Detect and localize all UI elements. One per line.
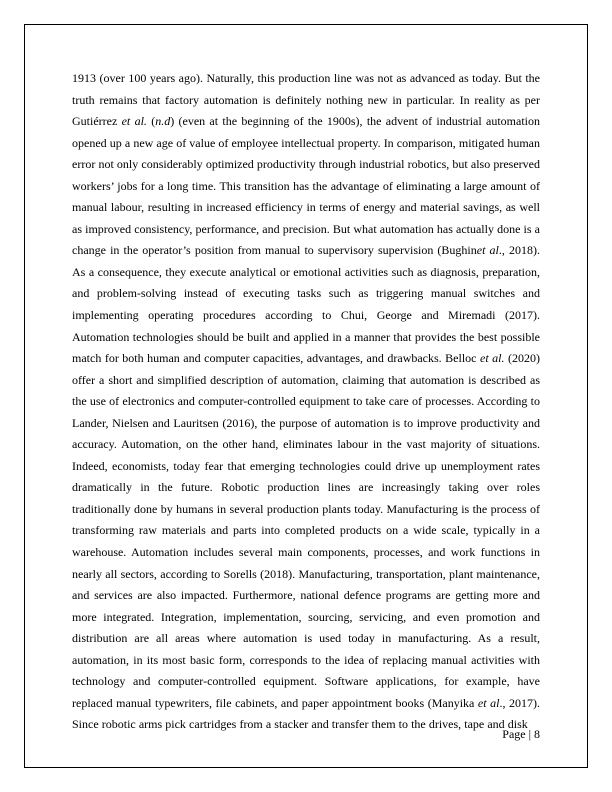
page-number: Page | 8 — [502, 727, 540, 741]
italic-citation: et al. — [480, 351, 505, 366]
italic-citation: et al. — [121, 114, 147, 129]
italic-citation: et al — [477, 695, 500, 710]
text-segment: ., 2018). As a consequence, they execute analytical or emotional activities such as diagnosis, preparation, and problem-solving instead of executing tasks such as triggering manual switches and implementing operating procedures according to Chui, George and Miremadi (2017). Automation technologies should be built and applied in a manner that provides the best possible match for both human and computer capacities, advantages, and drawbacks. Belloc — [72, 243, 540, 366]
text-segment: ( — [146, 114, 156, 129]
italic-citation: et al — [476, 243, 499, 258]
body-paragraph — [72, 68, 540, 736]
text-segment: 1913 (over 100 years ago). Naturally, this production line was not as advanced as today. But the truth remains that factory automation is definitely nothing new in particular. In reality as per Gutiérrez — [72, 71, 540, 129]
text-segment: ) (even at the beginning of the 1900s), the advent of industrial automation opened up a new age of value of employee intellectual property. In comparison, mitigated human error not only considerably optimized productivity through industrial robotics, but also preserved workers’ jobs for a long time. This transition has the advantage of eliminating a large amount of manual labour, resulting in increased efficiency in terms of energy and material savings, as well as improved consistency, performance, and precision. But what automation has actually done is a change in the operator’s position from manual to supervisory supervision (Bughin — [72, 114, 540, 258]
text-segment: ., 2017). Since robotic arms pick cartridges from a stacker and transfer them to the drives, tape and disk — [72, 695, 540, 732]
text-segment: (2020) offer a short and simplified description of automation, claiming that automation is described as the use of electronics and computer-controlled equipment to take care of processes. According to Lander, Nielsen and Lauritsen (2016), the purpose of automation is to improve productivity and accuracy. Automation, on the other hand, eliminates labour in the vast majority of situations. Indeed, economists, today fear that emerging technologies could drive up unemployment rates dramatically in the future. Robotic production lines are increasingly taking over roles traditionally done by humans in several production plants today. Manufacturing is the process of transforming raw materials and parts into completed products on a wide scale, typically in a warehouse. Automation includes several main components, processes, and work functions in nearly all sectors, according to Sorells (2018). Manufacturing, transportation, plant maintenance, and services are also impacted. Furthermore, national defence programs are getting more and more integrated. Integration, implementation, sourcing, servicing, and even promotion and distribution are all areas where automation is used today in manufacturing. As a result, automation, in its most basic form, corresponds to the idea of replacing manual activities with technology and computer-controlled equipment. Software applications, for example, have replaced manual typewriters, file cabinets, and paper appointment books (Manyika — [72, 351, 540, 710]
italic-citation: n.d — [155, 114, 171, 129]
